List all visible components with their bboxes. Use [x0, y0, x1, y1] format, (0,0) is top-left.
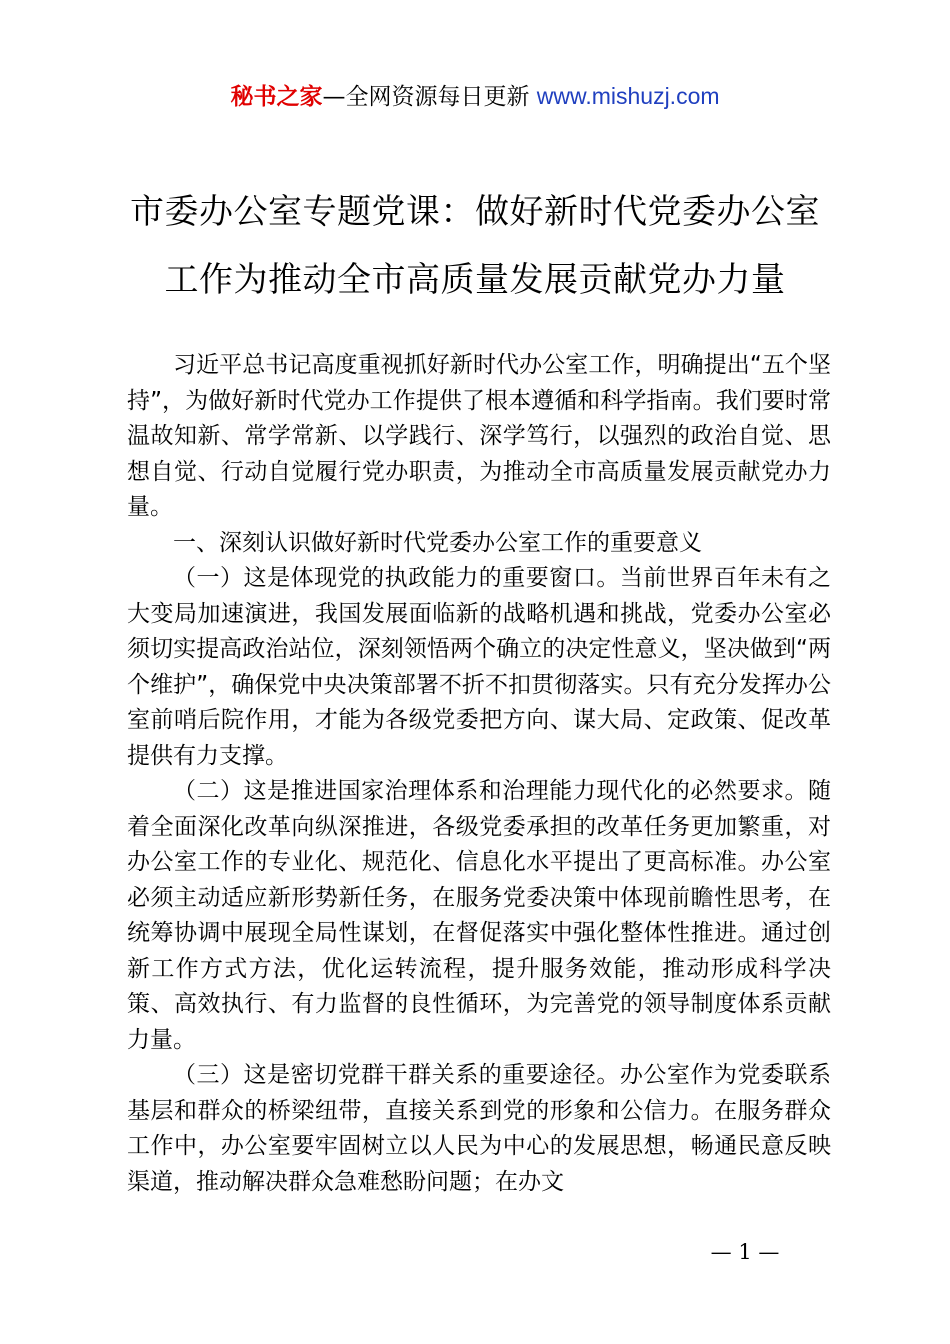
body-paragraph: （一）这是体现党的执政能力的重要窗口。当前世界百年未有之大变局加速演进，我国发展面临新的战略机遇和挑战，党委办公室必须切实提高政治站位，深刻领悟两个确立的决定性意义，坚决做到“两个维护”，确保党中央决策部署不折不扣贯彻落实。只有充分发挥办公室前哨后院作用，才能为各级党委把方向、谋大局、定政策、促改革提供有力支撑。	[127, 565, 831, 769]
page-number: — 1 —	[710, 1240, 780, 1264]
brand-name: 秘书之家	[230, 84, 323, 110]
body-paragraph: （二）这是推进国家治理体系和治理能力现代化的必然要求。随着全面深化改革向纵深推进，各级党委承担的改革任务更加繁重，对办公室工作的专业化、规范化、信息化水平提出了更高标准。办公室必须主动适应新形势新任务，在服务党委决策中体现前瞻性思考，在统筹协调中展现全局性谋划，在督促落实中强化整体性推进。通过创新工作方式方法，优化运转流程，提升服务效能，推动形成科学决策、高效执行、有力监督的良性循环，为完善党的领导制度体系贡献力量。	[127, 778, 831, 1053]
website-link[interactable]: www.mishuzj.com	[536, 83, 720, 109]
document-title-line-2: 工作为推动全市高质量发展贡献党办力量	[164, 260, 786, 300]
document-body	[127, 348, 831, 1200]
document-title-line-1: 市委办公室专题党课：做好新时代党委办公室	[130, 192, 820, 232]
intro-paragraph: 习近平总书记高度重视抓好新时代办公室工作，明确提出“五个坚持”，为做好新时代党办工作提供了根本遵循和科学指南。我们要时常温故知新、常学常新、以学践行、深学笃行，以强烈的政治自觉、思想自觉、行动自觉履行党办职责，为推动全市高质量发展贡献党办力量。	[127, 352, 831, 520]
site-banner	[0, 80, 950, 113]
section-heading: 一、深刻认识做好新时代党委办公室工作的重要意义	[173, 529, 702, 556]
body-paragraph: （三）这是密切党群干群关系的重要途径。办公室作为党委联系基层和群众的桥梁纽带，直接关系到党的形象和公信力。在服务群众工作中，办公室要牢固树立以人民为中心的发展思想，畅通民意反映渠道，推动解决群众急难愁盼问题；在办文	[127, 1062, 831, 1195]
banner-tagline: —全网资源每日更新	[322, 84, 530, 110]
